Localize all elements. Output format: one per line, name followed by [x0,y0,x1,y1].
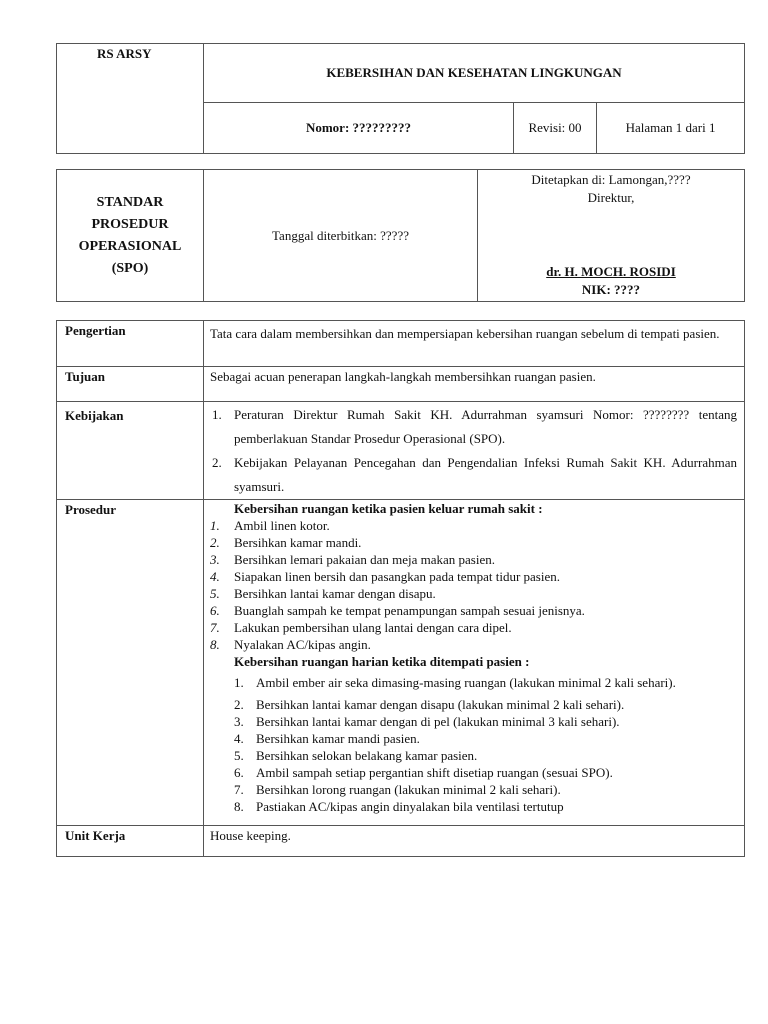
list-item: 5. Bersihkan lantai kamar dengan disapu. [210,586,436,601]
list-item: 8. Pastiakan AC/kipas angin dinyalakan bila ventilasi tertutup [234,799,564,814]
approval-place: Ditetapkan di: Lamongan,???? [531,172,691,187]
issue-date: Tanggal diterbitkan: ????? [204,170,478,302]
list-item: 1. Ambil linen kotor. [210,518,330,533]
step-text: Ambil linen kotor. [234,518,330,533]
list-item: 3. Bersihkan lantai kamar dengan di pel (lakukan minimal 3 kali sehari). [234,714,620,729]
hospital-name: RS ARSY [57,44,204,154]
spo-info-table [56,169,745,302]
unit-kerja-text: House keeping. [204,826,745,857]
pengertian-label: Pengertian [57,321,204,367]
prosedur-content [204,500,745,826]
list-item: 1. Ambil ember air seka dimasing-masing ruangan (lakukan minimal 2 kali sehari). [234,675,676,690]
page-count: Halaman 1 dari 1 [597,103,745,154]
director-name: dr. H. MOCH. ROSIDI [546,264,676,279]
pengertian-text [204,321,745,367]
tujuan-text: Sebagai acuan penerapan langkah-langkah membersihkan ruangan pasien. [204,367,745,402]
step-text: Ambil ember air seka dimasing-masing ruangan (lakukan minimal 2 kali sehari). [256,675,676,690]
document-number: Nomor: ????????? [204,103,514,154]
list-item: 5. Bersihkan selokan belakang kamar pasien. [234,748,478,763]
kebijakan-label: Kebijakan [57,402,204,500]
step-text: Bersihkan kamar mandi. [234,535,362,550]
spo-label-line: OPERASIONAL [78,238,182,254]
step-text: Nyalakan AC/kipas angin. [234,637,371,652]
list-item: 6. Ambil sampah setiap pergantian shift disetiap ruangan (sesuai SPO). [234,765,613,780]
spo-label-line: PROSEDUR [91,216,169,232]
list-item: 2. Kebijakan Pelayanan Pencegahan dan Pengendalian Infeksi Rumah Sakit KH. Adurrahman syamsuri. [212,455,737,494]
step-text: Bersihkan lantai kamar dengan disapu (lakukan minimal 2 kali sehari). [256,697,625,712]
step-text: Bersihkan lantai kamar dengan disapu. [234,586,436,601]
prosedur-block [210,500,737,815]
step-text: Bersihkan kamar mandi pasien. [256,731,420,746]
director-nik: NIK: ???? [581,282,641,297]
step-text: Bersihkan lorong ruangan (lakukan minimal 2 kali sehari). [256,782,561,797]
kebijakan-item-text: Kebijakan Pelayanan Pencegahan dan Pengendalian Infeksi Rumah Sakit KH. Adurrahman syamsuri. [234,455,737,494]
list-item: 4. Siapakan linen bersih dan pasangkan pada tempat tidur pasien. [210,569,560,584]
kebijakan-list [210,403,737,499]
step-text: Lakukan pembersihan ulang lantai dengan cara dipel. [234,620,512,635]
list-item: 3. Bersihkan lemari pakaian dan meja makan pasien. [210,552,495,567]
procedure-table [56,320,745,857]
step-text: Bersihkan lantai kamar dengan di pel (lakukan minimal 3 kali sehari). [256,714,620,729]
director-title: Direktur, [587,190,635,205]
list-item: 2. Bersihkan kamar mandi. [210,535,362,550]
list-item: 1. Peraturan Direktur Rumah Sakit KH. Adurrahman syamsuri Nomor: ???????? tentang pemberlakuan Standar Prosedur Operasional (SPO). [212,407,737,446]
spo-label [57,170,204,302]
step-text: Bersihkan lemari pakaian dan meja makan pasien. [234,552,495,567]
list-item: 8. Nyalakan AC/kipas angin. [210,637,371,652]
list-item: 7. Bersihkan lorong ruangan (lakukan minimal 2 kali sehari). [234,782,561,797]
step-text: Pastiakan AC/kipas angin dinyalakan bila ventilasi tertutup [256,799,564,814]
document-header-table [56,43,745,154]
prosedur-heading-discharge: Kebersihan ruangan ketika pasien keluar rumah sakit : [234,501,543,516]
revision-number: Revisi: 00 [514,103,597,154]
step-text: Bersihkan selokan belakang kamar pasien. [256,748,478,763]
spo-label-line: (SPO) [111,260,149,276]
tujuan-label: Tujuan [57,367,204,402]
prosedur-label: Prosedur [57,500,204,826]
prosedur-heading-daily: Kebersihan ruangan harian ketika ditempati pasien : [234,654,530,669]
list-item: 4. Bersihkan kamar mandi pasien. [234,731,420,746]
kebijakan-content [204,402,745,500]
list-item: 6. Buanglah sampah ke tempat penampungan sampah sesuai jenisnya. [210,603,585,618]
kebijakan-item-text: Peraturan Direktur Rumah Sakit KH. Adurrahman syamsuri Nomor: ???????? tentang pemberlakuan Standar Prosedur Operasional (SPO). [234,407,737,446]
spo-label-line: STANDAR [96,194,164,210]
step-text: Siapakan linen bersih dan pasangkan pada tempat tidur pasien. [234,569,560,584]
pengertian-paragraph: Tata cara dalam membersihkan dan mempersiapan kebersihan ruangan sebelum di tempati pasien. [210,326,720,341]
document-title: KEBERSIHAN DAN KESEHATAN LINGKUNGAN [204,44,745,103]
list-item: 2. Bersihkan lantai kamar dengan disapu (lakukan minimal 2 kali sehari). [234,697,625,712]
approval-block [478,170,745,302]
list-item: 7. Lakukan pembersihan ulang lantai dengan cara dipel. [210,620,512,635]
step-text: Buanglah sampah ke tempat penampungan sampah sesuai jenisnya. [234,603,585,618]
unit-kerja-label: Unit Kerja [57,826,204,857]
step-text: Ambil sampah setiap pergantian shift disetiap ruangan (sesuai SPO). [256,765,613,780]
